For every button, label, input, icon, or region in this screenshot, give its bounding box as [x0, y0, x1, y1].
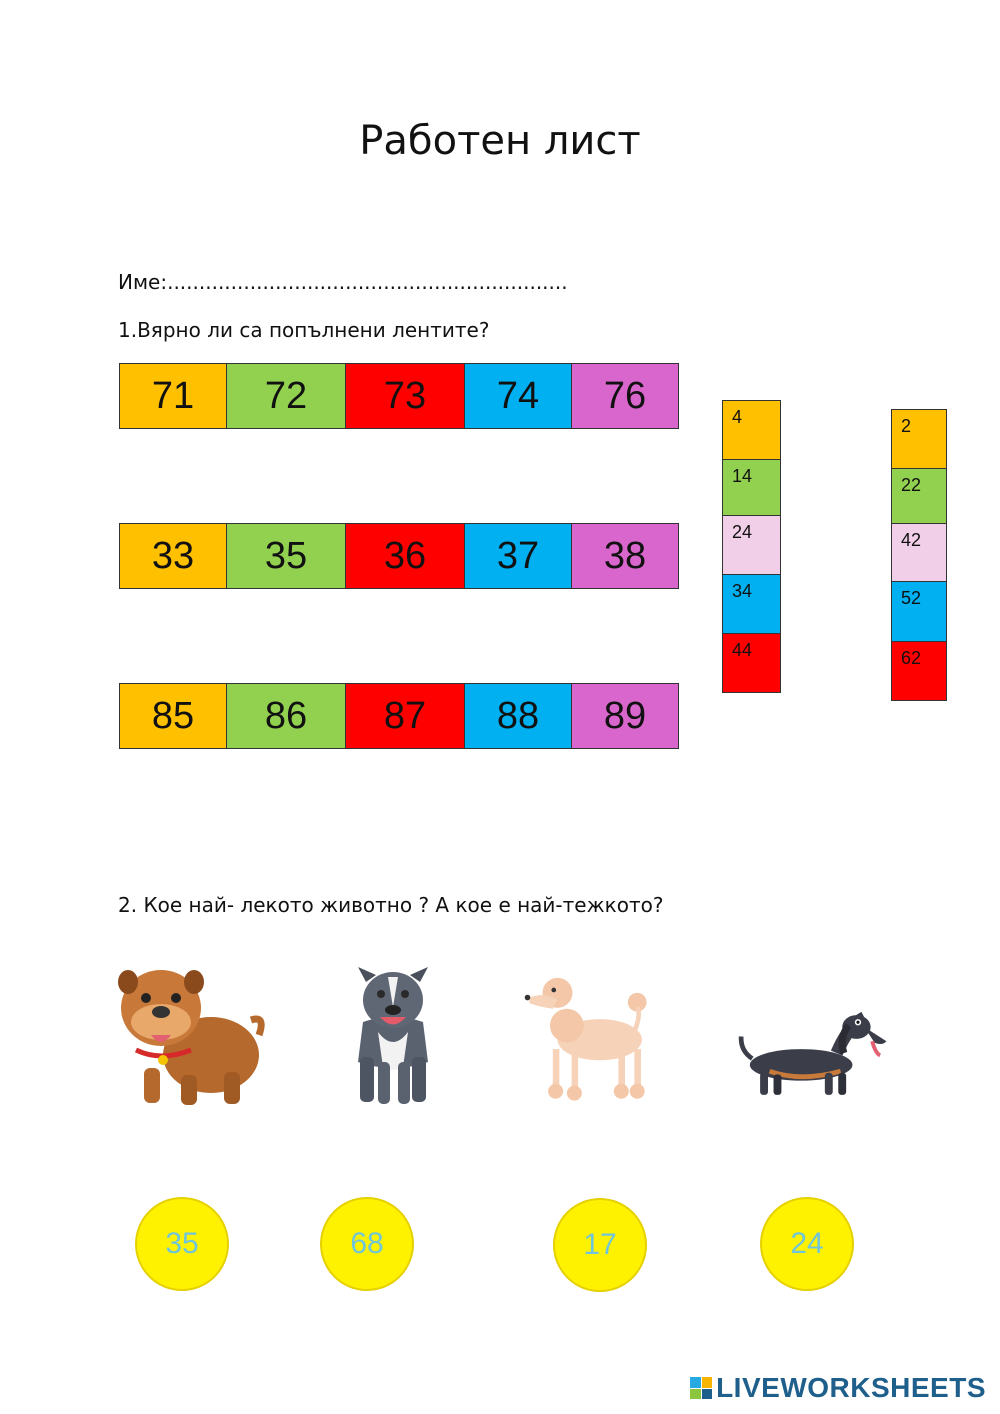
column-cell: 24 — [723, 516, 780, 575]
column-cell: 22 — [892, 469, 946, 524]
question-2: 2. Кое най- лекото животно ? А кое е най-тежкото? — [118, 893, 664, 917]
name-field-line: Име:............................................................... — [118, 270, 568, 294]
column-cell: 14 — [723, 460, 780, 516]
strip-cell: 88 — [465, 684, 572, 748]
question-1: 1.Вярно ли са попълнени лентите? — [118, 318, 490, 342]
column-cell: 52 — [892, 582, 946, 642]
strip-cell: 87 — [346, 684, 465, 748]
strip-cell: 35 — [227, 524, 346, 588]
strip-cell: 33 — [120, 524, 227, 588]
column-cell: 2 — [892, 410, 946, 469]
column-cell: 44 — [723, 634, 780, 692]
liveworksheets-logo-icon — [690, 1377, 712, 1399]
number-column-2 — [891, 409, 947, 701]
strip-cell: 71 — [120, 364, 227, 428]
column-cell: 62 — [892, 642, 946, 700]
weight-circle-4[interactable]: 24 — [760, 1197, 854, 1291]
weight-circle-1[interactable]: 35 — [135, 1197, 229, 1291]
strip-cell: 36 — [346, 524, 465, 588]
strip-cell: 86 — [227, 684, 346, 748]
strip-cell: 85 — [120, 684, 227, 748]
strip-cell: 72 — [227, 364, 346, 428]
number-strip-2 — [119, 523, 679, 589]
column-cell: 42 — [892, 524, 946, 582]
poodle-icon — [520, 960, 670, 1110]
column-cell: 4 — [723, 401, 780, 460]
weight-circle-3[interactable]: 17 — [553, 1198, 647, 1292]
strip-cell: 38 — [572, 524, 678, 588]
number-strip-1 — [119, 363, 679, 429]
brand-text: LIVEWORKSHEETS — [716, 1372, 986, 1403]
strip-cell: 89 — [572, 684, 678, 748]
strip-cell: 74 — [465, 364, 572, 428]
strip-cell: 37 — [465, 524, 572, 588]
column-cell: 34 — [723, 575, 780, 634]
page-title: Работен лист — [359, 118, 641, 164]
strip-cell: 76 — [572, 364, 678, 428]
pitbull-icon — [318, 962, 468, 1112]
weight-circle-2[interactable]: 68 — [320, 1197, 414, 1291]
liveworksheets-brand — [690, 1372, 986, 1404]
dachshund-icon — [738, 982, 888, 1132]
number-column-1 — [722, 400, 781, 693]
bulldog-icon — [116, 960, 266, 1110]
strip-cell: 73 — [346, 364, 465, 428]
number-strip-3 — [119, 683, 679, 749]
